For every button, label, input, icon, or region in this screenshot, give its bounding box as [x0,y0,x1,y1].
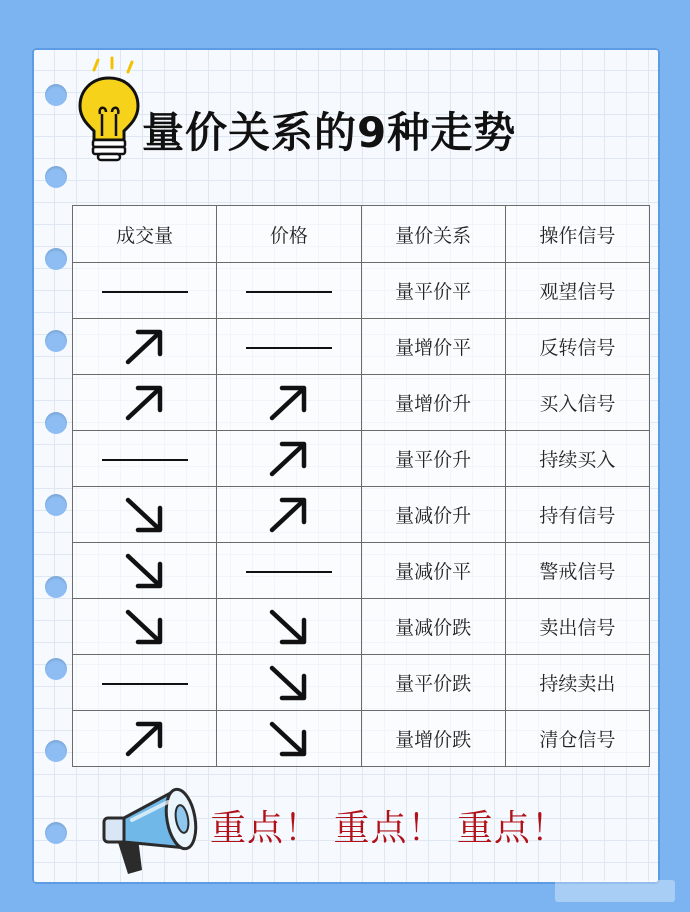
binder-hole [45,494,67,516]
binder-hole [45,330,67,352]
table-row [73,711,650,767]
table-row [73,655,650,711]
arrow-down-right-icon [267,662,311,704]
relation-cell: 量增价平 [361,319,505,375]
light-bulb-icon [74,56,144,166]
arrow-down-right-icon [123,550,167,592]
volume-cell [73,599,217,655]
relation-cell: 量减价升 [361,487,505,543]
signal-cell: 警戒信号 [505,543,649,599]
arrow-up-right-icon [123,718,167,760]
table-row [73,431,650,487]
flat-line-icon [246,291,332,293]
binder-hole [45,248,67,270]
price-cell [217,319,361,375]
signal-cell: 卖出信号 [505,599,649,655]
relation-cell: 量增价跌 [361,711,505,767]
emphasis-text: 重点！ 重点！ 重点！ [210,808,568,849]
price-cell [217,655,361,711]
flat-line-icon [246,347,332,349]
page-title: 量价关系的9种走势 [142,108,517,157]
volume-cell [73,431,217,487]
binder-hole [45,166,67,188]
signal-cell: 买入信号 [505,375,649,431]
relation-cell: 量增价升 [361,375,505,431]
signal-cell: 观望信号 [505,263,649,319]
volume-cell [73,375,217,431]
price-cell [217,263,361,319]
header-price: 价格 [217,206,361,263]
relation-cell: 量平价平 [361,263,505,319]
signal-cell: 持续卖出 [505,655,649,711]
signal-cell: 反转信号 [505,319,649,375]
arrow-up-right-icon [267,494,311,536]
signal-cell: 清仓信号 [505,711,649,767]
arrow-down-right-icon [267,606,311,648]
binder-hole [45,822,67,844]
volume-cell [73,263,217,319]
binder-hole [45,658,67,680]
table-row [73,319,650,375]
relation-cell: 量减价跌 [361,599,505,655]
arrow-up-right-icon [267,438,311,480]
watermark [555,880,675,902]
volume-price-table [72,205,650,767]
flat-line-icon [102,683,188,685]
relation-cell: 量平价升 [361,431,505,487]
binder-hole [45,84,67,106]
signal-cell: 持续买入 [505,431,649,487]
table-header-row [73,206,650,263]
table-row [73,599,650,655]
flat-line-icon [102,459,188,461]
table-row [73,543,650,599]
header-relation: 量价关系 [361,206,505,263]
binder-hole [45,576,67,598]
header-signal: 操作信号 [505,206,649,263]
volume-cell [73,543,217,599]
price-cell [217,487,361,543]
price-cell [217,431,361,487]
volume-cell [73,711,217,767]
header-volume: 成交量 [73,206,217,263]
table-row [73,375,650,431]
arrow-down-right-icon [267,718,311,760]
price-cell [217,543,361,599]
signal-cell: 持有信号 [505,487,649,543]
volume-cell [73,487,217,543]
arrow-up-right-icon [123,382,167,424]
megaphone-icon [98,778,208,888]
price-cell [217,375,361,431]
relation-cell: 量平价跌 [361,655,505,711]
volume-cell [73,655,217,711]
arrow-down-right-icon [123,494,167,536]
relation-cell: 量减价平 [361,543,505,599]
flat-line-icon [102,291,188,293]
binder-hole [45,740,67,762]
price-cell [217,599,361,655]
flat-line-icon [246,571,332,573]
price-cell [217,711,361,767]
binder-hole [45,412,67,434]
arrow-up-right-icon [267,382,311,424]
arrow-down-right-icon [123,606,167,648]
table-row [73,487,650,543]
arrow-up-right-icon [123,326,167,368]
table-row [73,263,650,319]
volume-cell [73,319,217,375]
